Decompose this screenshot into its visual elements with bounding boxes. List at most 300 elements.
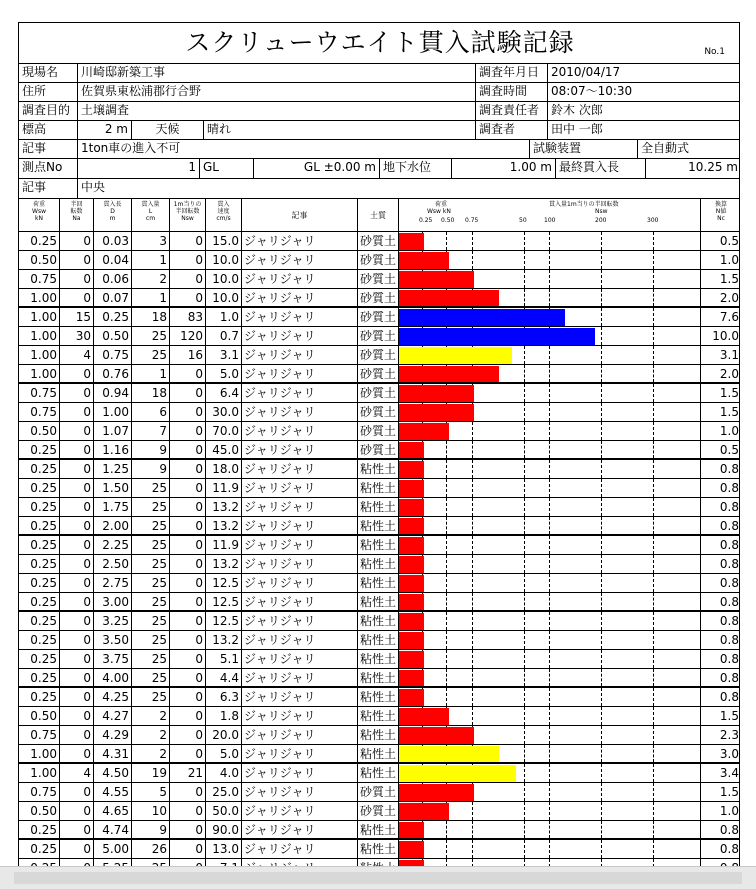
- cell-record: ジャリジャリ: [241, 403, 357, 421]
- graph-gridline: [549, 802, 550, 820]
- cell-depth: 0.25: [93, 308, 131, 326]
- load-graph-unit: Wsw kN: [427, 208, 451, 215]
- cell-half-rot: 0: [59, 631, 93, 649]
- graph-gridline: [653, 536, 654, 554]
- graph-gridline: [653, 460, 654, 478]
- graph-cell: [398, 232, 700, 250]
- col-speed-line2: 速度: [217, 208, 230, 215]
- cell-n-value: 1.5: [700, 783, 740, 801]
- cell-half-rot: 0: [59, 517, 93, 534]
- table-row: [19, 365, 740, 384]
- graph-gridline: [472, 821, 473, 838]
- graph-cell: [398, 384, 700, 402]
- col-n-line3: Nc: [717, 215, 725, 222]
- cell-speed: 4.4: [205, 669, 241, 686]
- graph-gridline: [549, 745, 550, 762]
- cell-penetration: 25: [131, 517, 169, 534]
- graph-gridline: [524, 612, 525, 630]
- cell-n-value: 0.8: [700, 593, 740, 610]
- cell-record: ジャリジャリ: [241, 669, 357, 686]
- graph-cell: [398, 574, 700, 592]
- table-row: [19, 460, 740, 479]
- cell-speed: 50.0: [205, 802, 241, 820]
- cell-wsw: 0.75: [30, 785, 57, 799]
- elevation-label: 標高: [22, 122, 47, 136]
- cell-speed: 13.2: [205, 517, 241, 534]
- cell-n-value: 0.8: [700, 536, 740, 554]
- table-row: [19, 612, 740, 631]
- cell-half-rot: 0: [59, 460, 93, 478]
- point-value: 1: [77, 159, 199, 179]
- graph-gridline: [446, 688, 447, 706]
- cell-half-rot: 0: [59, 783, 93, 801]
- cell-record: ジャリジャリ: [241, 498, 357, 516]
- graph-gridline: [653, 688, 654, 706]
- cell-n-value: 0.8: [700, 840, 740, 858]
- graph-gridline: [549, 232, 550, 250]
- table-row: [19, 327, 740, 346]
- graph-gridline: [549, 384, 550, 402]
- nsw-graph-title: 貫入量1m当りの半回転数: [549, 201, 619, 208]
- cell-soil: 粘性土: [357, 460, 398, 478]
- graph-gridline: [653, 631, 654, 649]
- header-row-address: [19, 82, 740, 102]
- horizontal-scrollbar[interactable]: [0, 866, 756, 889]
- graph-gridline: [472, 574, 473, 592]
- graph-gridline: [472, 650, 473, 668]
- table-row: [19, 555, 740, 574]
- cell-speed: 12.5: [205, 574, 241, 592]
- graph-bar: [399, 366, 499, 382]
- nsw-tick-100: 100: [544, 217, 556, 224]
- graph-gridline: [472, 517, 473, 534]
- cell-nsw: 120: [169, 327, 205, 345]
- cell-soil: 粘性土: [357, 764, 398, 782]
- graph-gridline: [549, 707, 550, 725]
- cell-half-rot: 0: [59, 536, 93, 554]
- cell-n-value: 0.8: [700, 460, 740, 478]
- cell-nsw: 0: [169, 460, 205, 478]
- graph-gridline: [549, 783, 550, 801]
- graph-gridline: [601, 821, 602, 838]
- col-depth-line2: D: [110, 208, 115, 215]
- cell-record: ジャリジャリ: [241, 289, 357, 306]
- col-penetration: [131, 199, 169, 231]
- cell-record: ジャリジャリ: [241, 783, 357, 801]
- cell-half-rot: 4: [59, 764, 93, 782]
- graph-gridline: [601, 764, 602, 782]
- cell-half-rot: 4: [59, 346, 93, 364]
- graph-gridline: [549, 726, 550, 744]
- cell-nsw: 0: [169, 688, 205, 706]
- cell-record: ジャリジャリ: [241, 631, 357, 649]
- graph-gridline: [524, 460, 525, 478]
- cell-n-value: 2.0: [700, 289, 740, 306]
- graph-gridline: [653, 403, 654, 421]
- graph-gridline: [472, 669, 473, 686]
- note2-value: 中央: [77, 179, 740, 199]
- cell-depth: 4.50: [93, 764, 131, 782]
- cell-n-value: 2.3: [700, 726, 740, 744]
- cell-nsw: 0: [169, 479, 205, 497]
- graph-gridline: [472, 840, 473, 858]
- cell-depth: 3.25: [93, 612, 131, 630]
- graph-cell: [398, 612, 700, 630]
- cell-nsw: 0: [169, 726, 205, 744]
- graph-gridline: [549, 517, 550, 534]
- cell-wsw: 1.00: [30, 291, 57, 305]
- graph-gridline: [601, 726, 602, 744]
- graph-gridline: [472, 707, 473, 725]
- cell-nsw: 0: [169, 517, 205, 534]
- col-speed: [205, 199, 241, 231]
- cell-speed: 5.1: [205, 650, 241, 668]
- graph-gridline: [601, 840, 602, 858]
- graph-cell: [398, 555, 700, 573]
- cell-penetration: 25: [131, 650, 169, 668]
- graph-gridline: [524, 555, 525, 573]
- graph-gridline: [446, 574, 447, 592]
- graph-bar: [399, 385, 474, 402]
- cell-wsw: 0.25: [30, 842, 57, 856]
- graph-gridline: [446, 498, 447, 516]
- graph-gridline: [446, 840, 447, 858]
- table-row: [19, 650, 740, 669]
- cell-nsw: 0: [169, 251, 205, 269]
- cell-depth: 1.07: [93, 422, 131, 440]
- graph-gridline: [549, 289, 550, 306]
- cell-n-value: 0.8: [700, 574, 740, 592]
- cell-penetration: 1: [131, 289, 169, 306]
- cell-nsw: 0: [169, 821, 205, 838]
- cell-nsw: 0: [169, 422, 205, 440]
- cell-soil: 砂質土: [357, 327, 398, 345]
- col-record: 記事: [241, 199, 357, 231]
- cell-depth: 4.74: [93, 821, 131, 838]
- cell-half-rot: 0: [59, 479, 93, 497]
- col-nsw-line2: 半回転数: [175, 208, 200, 215]
- col-n-line1: 換算: [714, 201, 727, 208]
- cell-speed: 11.9: [205, 479, 241, 497]
- col-pen-line1: 貫入量: [141, 201, 160, 208]
- graph-gridline: [601, 498, 602, 516]
- cell-penetration: 25: [131, 498, 169, 516]
- table-row: [19, 802, 740, 821]
- cell-soil: 砂質土: [357, 289, 398, 306]
- gl-value: GL ±0.00 m: [253, 159, 379, 179]
- graph-cell: [398, 802, 700, 820]
- cell-speed: 5.0: [205, 365, 241, 382]
- cell-nsw: 0: [169, 403, 205, 421]
- table-row: [19, 764, 740, 783]
- graph-gridline: [524, 232, 525, 250]
- cell-half-rot: 0: [59, 840, 93, 858]
- cell-soil: 砂質土: [357, 365, 398, 382]
- cell-wsw: 0.25: [30, 443, 57, 457]
- cell-n-value: 1.0: [700, 251, 740, 269]
- col-half-line2: 転数: [70, 208, 83, 215]
- graph-cell: [398, 498, 700, 516]
- note-value: 1ton車の進入不可: [77, 140, 529, 159]
- cell-nsw: 0: [169, 612, 205, 630]
- cell-wsw: 0.25: [30, 690, 57, 704]
- load-graph-title: 荷重: [435, 201, 448, 208]
- purpose-value: 土壌調査: [77, 102, 475, 121]
- cell-record: ジャリジャリ: [241, 688, 357, 706]
- cell-soil: 砂質土: [357, 422, 398, 440]
- graph-gridline: [524, 707, 525, 725]
- cell-penetration: 25: [131, 612, 169, 630]
- graph-bar: [399, 594, 424, 610]
- cell-soil: 粘性土: [357, 498, 398, 516]
- cell-wsw: 0.25: [30, 462, 57, 476]
- load-tick-050: 0.50: [441, 217, 455, 224]
- cell-record: ジャリジャリ: [241, 365, 357, 382]
- graph-cell: [398, 327, 700, 345]
- table-row: [19, 593, 740, 612]
- cell-half-rot: 0: [59, 707, 93, 725]
- cell-penetration: 1: [131, 365, 169, 382]
- cell-n-value: 3.4: [700, 764, 740, 782]
- graph-cell: [398, 308, 700, 326]
- graph-gridline: [472, 460, 473, 478]
- table-row: [19, 308, 740, 327]
- graph-gridline: [472, 631, 473, 649]
- graph-gridline: [524, 384, 525, 402]
- graph-gridline: [446, 479, 447, 497]
- graph-gridline: [601, 612, 602, 630]
- graph-bar: [399, 746, 499, 762]
- graph-bar: [399, 537, 424, 554]
- graph-bar: [399, 271, 474, 288]
- cell-half-rot: 0: [59, 555, 93, 573]
- graph-gridline: [524, 498, 525, 516]
- cell-nsw: 0: [169, 289, 205, 306]
- cell-depth: 0.07: [93, 289, 131, 306]
- cell-wsw: 1.00: [30, 348, 57, 362]
- graph-gridline: [601, 574, 602, 592]
- table-row: [19, 270, 740, 289]
- graph-gridline: [549, 270, 550, 288]
- cell-soil: 粘性土: [357, 593, 398, 610]
- cell-depth: 4.27: [93, 707, 131, 725]
- cell-depth: 0.75: [93, 346, 131, 364]
- table-row: [19, 346, 740, 365]
- cell-n-value: 2.0: [700, 365, 740, 382]
- cell-depth: 4.25: [93, 688, 131, 706]
- graph-gridline: [601, 460, 602, 478]
- cell-penetration: 9: [131, 460, 169, 478]
- cell-penetration: 2: [131, 707, 169, 725]
- col-pen-line2: L: [148, 208, 153, 215]
- cell-wsw: 0.25: [30, 633, 57, 647]
- graph-gridline: [601, 289, 602, 306]
- graph-gridline: [653, 840, 654, 858]
- graph-gridline: [653, 308, 654, 326]
- table-row: [19, 251, 740, 270]
- cell-soil: 砂質土: [357, 346, 398, 364]
- col-wsw-line2: Wsw: [32, 208, 46, 215]
- graph-gridline: [601, 802, 602, 820]
- cell-depth: 3.75: [93, 650, 131, 668]
- cell-speed: 4.0: [205, 764, 241, 782]
- col-nsw-line3: Nsw: [181, 215, 194, 222]
- graph-bar: [399, 480, 424, 497]
- nsw-tick-50: 50: [519, 217, 527, 224]
- cell-depth: 2.25: [93, 536, 131, 554]
- cell-soil: 砂質土: [357, 308, 398, 326]
- graph-gridline: [653, 498, 654, 516]
- graph-cell: [398, 783, 700, 801]
- col-n-line2: N値: [715, 208, 727, 215]
- table-row: [19, 384, 740, 403]
- graph-gridline: [549, 764, 550, 782]
- col-soil: 土質: [357, 199, 398, 231]
- cell-n-value: 0.8: [700, 479, 740, 497]
- cell-speed: 13.0: [205, 840, 241, 858]
- graph-bar: [399, 556, 424, 573]
- graph-gridline: [653, 422, 654, 440]
- header-row-point: [19, 158, 740, 179]
- cell-wsw: 0.50: [30, 709, 57, 723]
- cell-penetration: 7: [131, 422, 169, 440]
- cell-n-value: 0.5: [700, 441, 740, 458]
- cell-n-value: 0.8: [700, 688, 740, 706]
- cell-record: ジャリジャリ: [241, 517, 357, 534]
- graph-gridline: [524, 669, 525, 686]
- cell-speed: 25.0: [205, 783, 241, 801]
- note-label: 記事: [22, 141, 47, 155]
- scrollbar-track[interactable]: [14, 872, 742, 884]
- table-row: [19, 536, 740, 555]
- graph-gridline: [601, 688, 602, 706]
- cell-nsw: 0: [169, 593, 205, 610]
- cell-penetration: 6: [131, 403, 169, 421]
- graph-gridline: [549, 669, 550, 686]
- cell-penetration: 25: [131, 555, 169, 573]
- graph-bar: [399, 347, 512, 364]
- cell-penetration: 10: [131, 802, 169, 820]
- cell-half-rot: 15: [59, 308, 93, 326]
- graph-gridline: [549, 821, 550, 838]
- cell-record: ジャリジャリ: [241, 650, 357, 668]
- graph-gridline: [653, 612, 654, 630]
- graph-cell: [398, 821, 700, 838]
- cell-half-rot: 0: [59, 593, 93, 610]
- gl-label: GL: [199, 159, 253, 179]
- cell-nsw: 0: [169, 745, 205, 762]
- table-row: [19, 422, 740, 441]
- cell-speed: 1.8: [205, 707, 241, 725]
- cell-soil: 粘性土: [357, 612, 398, 630]
- graph-gridline: [524, 517, 525, 534]
- time-label: 調査時間: [475, 83, 547, 102]
- cell-record: ジャリジャリ: [241, 726, 357, 744]
- cell-n-value: 0.8: [700, 498, 740, 516]
- graph-bar: [399, 461, 424, 478]
- graph-gridline: [524, 783, 525, 801]
- cell-record: ジャリジャリ: [241, 308, 357, 326]
- graph-cell: [398, 669, 700, 686]
- cell-half-rot: 0: [59, 688, 93, 706]
- graph-cell: [398, 764, 700, 782]
- table-row: [19, 289, 740, 308]
- cell-n-value: 1.5: [700, 384, 740, 402]
- cell-soil: 砂質土: [357, 251, 398, 269]
- cell-soil: 砂質土: [357, 802, 398, 820]
- graph-gridline: [446, 441, 447, 458]
- graph-gridline: [524, 574, 525, 592]
- header-row-note2: [19, 178, 740, 199]
- cell-record: ジャリジャリ: [241, 384, 357, 402]
- graph-cell: [398, 631, 700, 649]
- cell-wsw: 0.50: [30, 424, 57, 438]
- cell-speed: 10.0: [205, 289, 241, 306]
- cell-nsw: 0: [169, 365, 205, 382]
- graph-gridline: [549, 612, 550, 630]
- graph-gridline: [524, 745, 525, 762]
- graph-cell: [398, 517, 700, 534]
- header-row-note: [19, 139, 740, 159]
- graph-gridline: [549, 593, 550, 610]
- nsw-tick-200: 200: [595, 217, 607, 224]
- cell-wsw: 1.00: [30, 329, 57, 343]
- graph-bar: [399, 632, 424, 649]
- graph-gridline: [653, 346, 654, 364]
- cell-n-value: 0.8: [700, 650, 740, 668]
- cell-penetration: 2: [131, 726, 169, 744]
- table-row: [19, 517, 740, 536]
- cell-wsw: 0.75: [30, 386, 57, 400]
- cell-record: ジャリジャリ: [241, 251, 357, 269]
- graph-gridline: [446, 232, 447, 250]
- cell-nsw: 0: [169, 270, 205, 288]
- final-depth-label: 最終貫入長: [555, 159, 645, 179]
- cell-nsw: 0: [169, 669, 205, 686]
- graph-gridline: [601, 270, 602, 288]
- graph-cell: [398, 346, 700, 364]
- point-label: 測点No: [22, 160, 63, 174]
- column-headers: [19, 198, 740, 232]
- cell-n-value: 0.8: [700, 669, 740, 686]
- graph-bar: [399, 518, 424, 534]
- cell-record: ジャリジャリ: [241, 707, 357, 725]
- table-row: [19, 726, 740, 745]
- cell-half-rot: 0: [59, 821, 93, 838]
- cell-half-rot: 0: [59, 232, 93, 250]
- graph-gridline: [601, 669, 602, 686]
- cell-depth: 5.00: [93, 840, 131, 858]
- surveyor-label: 調査者: [475, 121, 547, 140]
- graph-gridline: [653, 802, 654, 820]
- cell-n-value: 3.0: [700, 745, 740, 762]
- cell-speed: 10.0: [205, 270, 241, 288]
- table-row: [19, 631, 740, 650]
- nsw-tick-300: 300: [647, 217, 659, 224]
- site-label: 現場名: [22, 65, 59, 79]
- cell-half-rot: 0: [59, 422, 93, 440]
- cell-depth: 2.75: [93, 574, 131, 592]
- device-value: 全自動式: [637, 140, 740, 159]
- cell-record: ジャリジャリ: [241, 479, 357, 497]
- cell-nsw: 0: [169, 650, 205, 668]
- cell-half-rot: 0: [59, 365, 93, 382]
- table-row: [19, 479, 740, 498]
- graph-cell: [398, 289, 700, 306]
- cell-penetration: 2: [131, 270, 169, 288]
- cell-soil: 粘性土: [357, 707, 398, 725]
- graph-gridline: [549, 536, 550, 554]
